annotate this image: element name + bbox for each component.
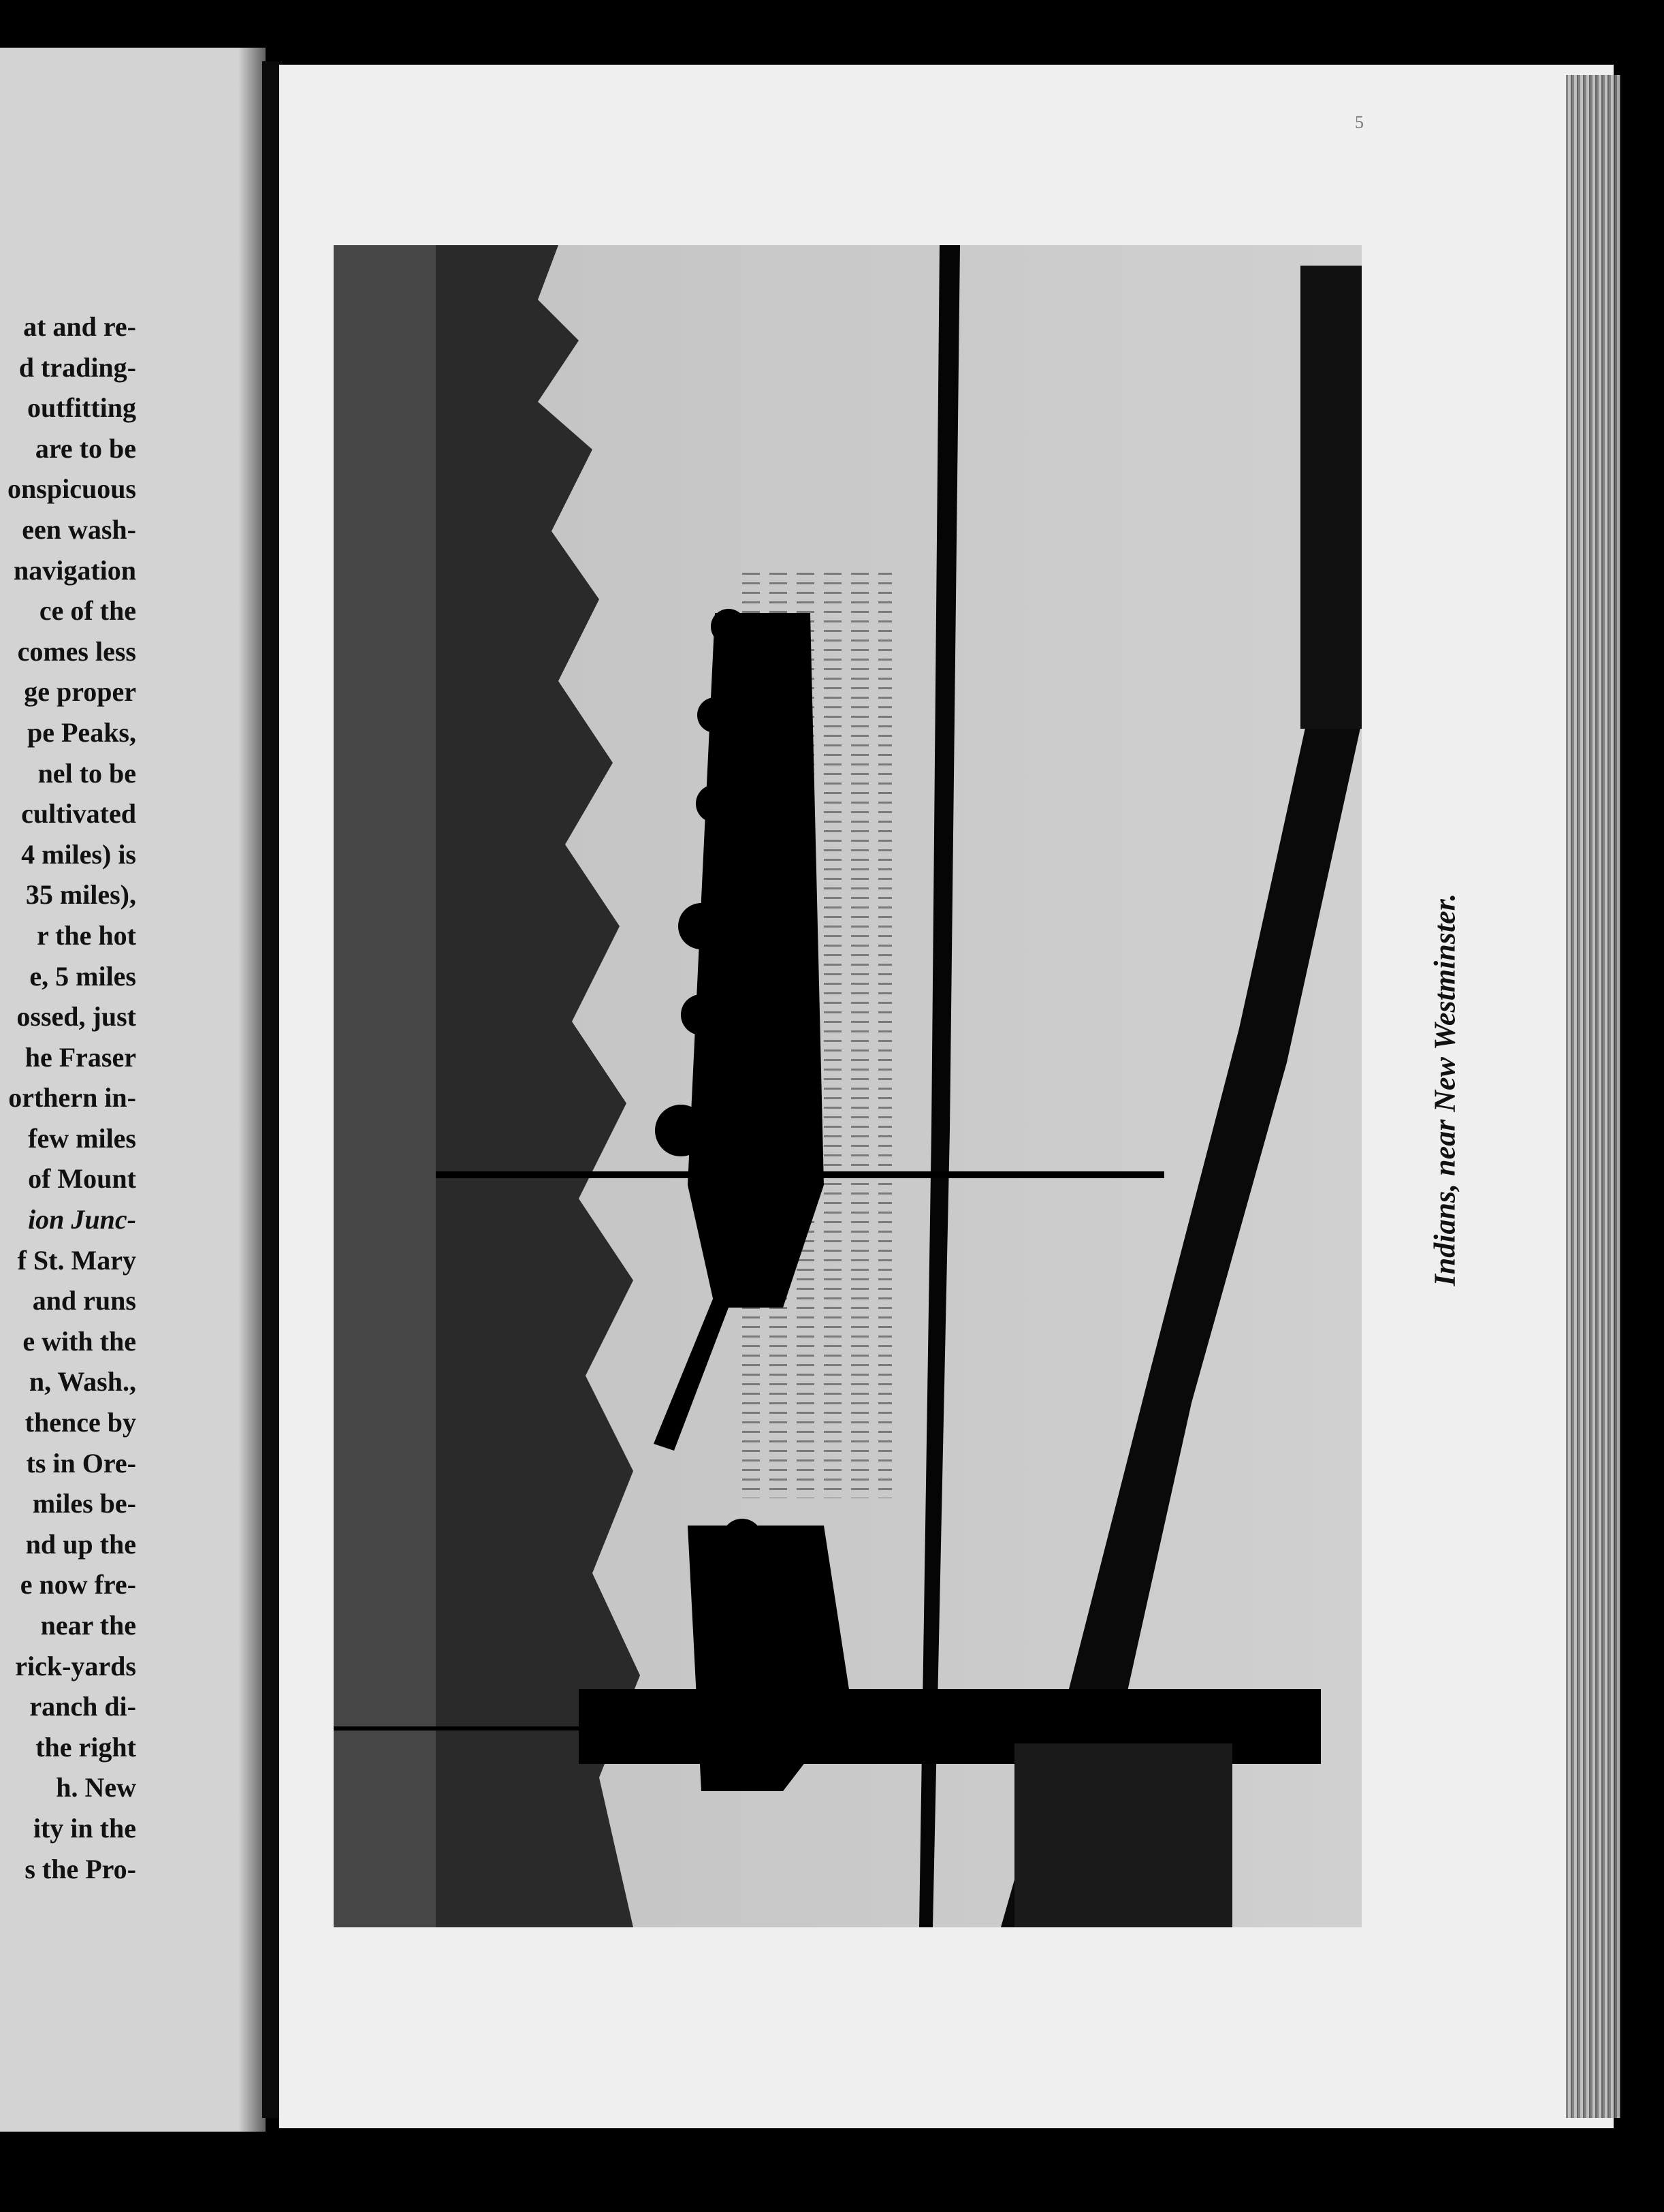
text-line: thence by — [25, 1407, 136, 1438]
text-line: of Mount — [28, 1163, 136, 1195]
text-line: outfitting — [27, 392, 136, 424]
text-line: he Fraser — [25, 1041, 136, 1073]
text-line: ranch di- — [29, 1691, 136, 1722]
text-line: navigation — [13, 554, 136, 586]
text-line: 35 miles), — [25, 879, 136, 911]
page-folio: 5 — [1355, 112, 1364, 132]
text-line: ossed, just — [16, 1001, 136, 1032]
text-line: onspicuous — [7, 473, 136, 505]
photo-caption-text: Indians, near New Westminster. — [1428, 893, 1462, 1286]
photo-indians-canoe — [334, 245, 1362, 1927]
text-line: h. New — [56, 1772, 136, 1803]
text-line: ion Junc- — [28, 1204, 136, 1235]
text-line: comes less — [17, 635, 136, 667]
text-line: and runs — [32, 1285, 136, 1316]
text-line: at and re- — [23, 311, 136, 342]
text-line: e with the — [22, 1325, 136, 1357]
text-line: n, Wash., — [29, 1366, 136, 1397]
text-line: d trading- — [18, 351, 136, 383]
text-line: pe Peaks, — [27, 716, 136, 748]
text-line: een wash- — [22, 514, 136, 545]
text-line: e, 5 miles — [29, 960, 136, 992]
text-line: near the — [40, 1610, 136, 1641]
text-line: the right — [35, 1731, 136, 1763]
page-edges — [1566, 75, 1620, 2118]
text-line: s the Pro- — [25, 1853, 136, 1884]
text-line: orthern in- — [8, 1082, 136, 1113]
text-line: cultivated — [21, 798, 136, 830]
text-line: e now fre- — [20, 1569, 136, 1600]
previous-page-text — [7, 306, 136, 1889]
text-line: f St. Mary — [17, 1244, 136, 1276]
text-line: r the hot — [37, 919, 136, 951]
text-line: miles be- — [32, 1488, 136, 1519]
text-line: nel to be — [37, 757, 136, 789]
text-line: ts in Ore- — [26, 1447, 136, 1479]
text-line: ce of the — [39, 595, 136, 627]
photo-rendering — [334, 245, 1362, 1927]
text-line: nd up the — [25, 1528, 136, 1560]
text-line: few miles — [28, 1122, 136, 1154]
text-line: are to be — [35, 432, 136, 464]
text-line: ge proper — [24, 676, 136, 708]
previous-page — [0, 48, 266, 2132]
gutter-shadow — [238, 48, 266, 2132]
text-line: 4 miles) is — [21, 838, 136, 870]
text-line: rick-yards — [15, 1650, 136, 1681]
text-line: ity in the — [33, 1812, 136, 1844]
